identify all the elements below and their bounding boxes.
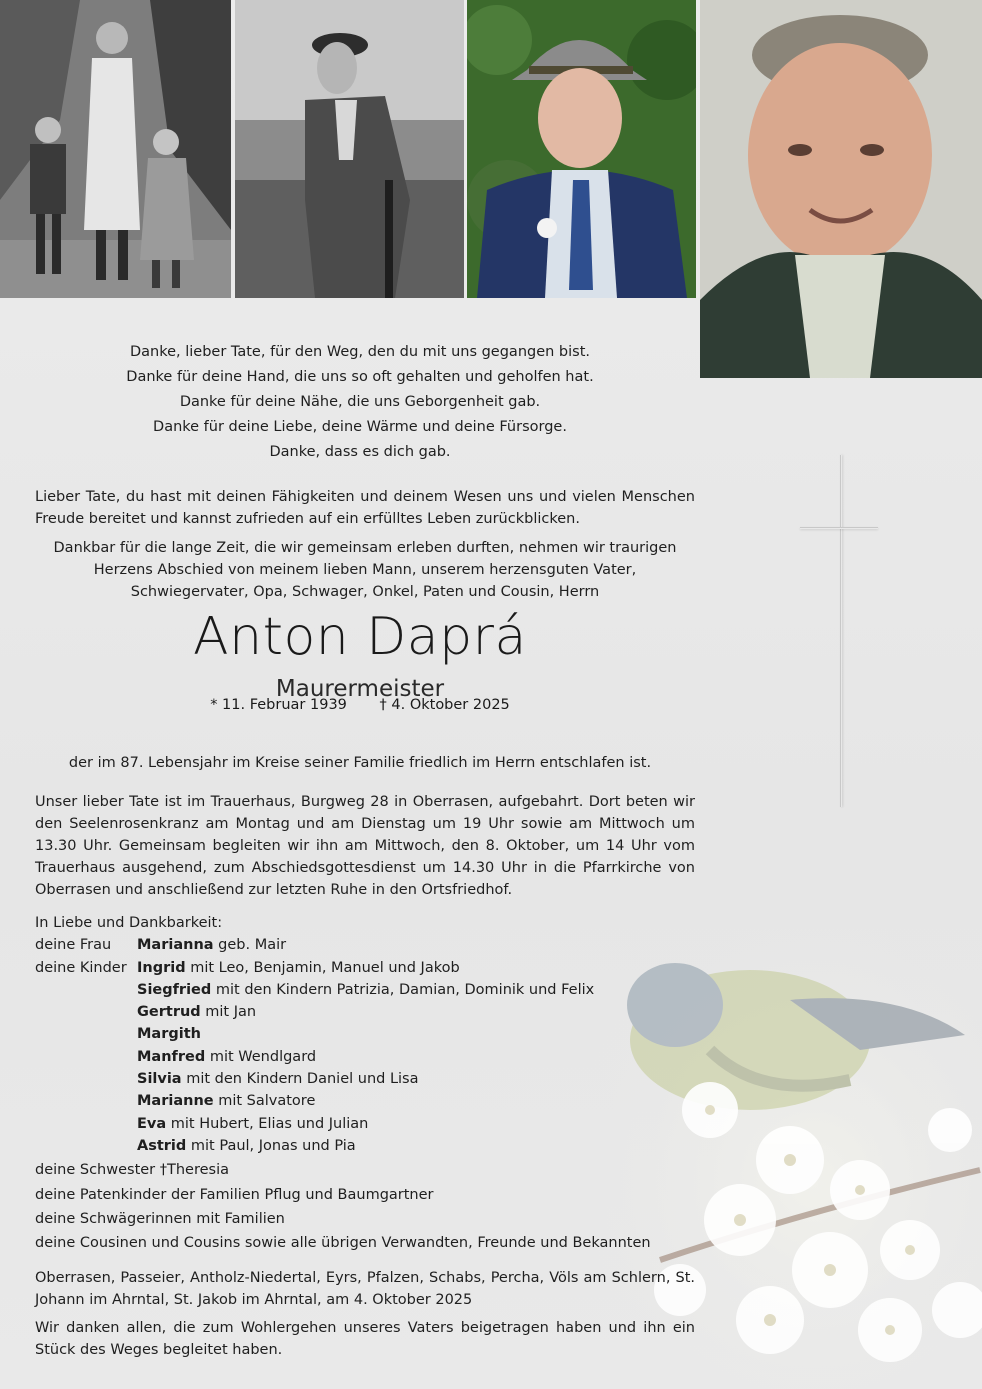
child-row: [35, 1090, 715, 1112]
profession: Maurermeister: [275, 676, 445, 702]
man-with-hat-photo: [467, 0, 696, 298]
child-detail: mit den Kindern Patrizia, Damian, Dominik und Felix: [211, 981, 595, 998]
farewell-line: Dankbar für die lange Zeit, die wir gemeinsam erleben durften, nehmen wir traurigen: [53, 540, 677, 556]
lebensjahr-line: der im 87. Lebensjahr im Kreise seiner Familie friedlich im Herrn entschlafen ist.: [68, 755, 652, 771]
young-man-photo: [235, 0, 464, 298]
child-row: [35, 1135, 715, 1157]
child-name: Astrid: [137, 1137, 187, 1154]
child-row: [35, 957, 715, 979]
family-heading: In Liebe und Dankbarkeit:: [35, 915, 223, 931]
intro-paragraph: Lieber Tate, du hast mit deinen Fähigkeiten und deinem Wesen uns und vielen Menschen Freude bereitet und kannst zufrieden auf ein erfülltes Leben zurückblicken.: [35, 489, 695, 527]
child-detail: mit Paul, Jonas und Pia: [186, 1137, 356, 1154]
wife-row: [35, 934, 715, 956]
farewell-line: Schwiegervater, Opa, Schwager, Onkel, Paten und Cousin, Herrn: [130, 584, 600, 600]
funeral-info: Unser lieber Tate ist im Trauerhaus, Burgweg 28 in Oberrasen, aufgebahrt. Dort beten wir den Seelenrosenkranz am Montag und am Dienstag um 19 Uhr sowie am Mittwoch um 13.30 Uhr. Gemeinsam begleiten wir ihn am Mittwoch, den 8. Oktober, um 14 Uhr vom Trauerhaus ausgehend, zum Abschiedsgottesdienst um 14.30 Uhr in die Pfarrkirche von Oberrasen und anschließend zur letzten Ruhe in den Ortsfriedhof.: [35, 794, 695, 898]
relative-row: deine Schwägerinnen mit Familien: [35, 1210, 285, 1227]
child-row: [35, 1113, 715, 1135]
child-detail: mit Wendlgard: [205, 1048, 317, 1065]
poem-line: Danke für deine Liebe, deine Wärme und deine Fürsorge.: [153, 419, 567, 435]
child-detail: mit Jan: [200, 1004, 257, 1021]
wife-rest: geb. Mair: [213, 937, 287, 954]
cross-icon: [800, 455, 880, 810]
deceased-name: Anton Daprá: [193, 607, 527, 667]
relative-row: deine Schwester †Theresia: [35, 1162, 230, 1179]
child-row: [35, 1068, 715, 1090]
poem-line: Danke, dass es dich gab.: [269, 444, 451, 460]
child-name: Gertrud: [137, 1004, 201, 1021]
child-name: Manfred: [137, 1048, 206, 1065]
child-detail: mit Hubert, Elias und Julian: [166, 1115, 369, 1132]
places-and-date: Oberrasen, Passeier, Antholz-Niedertal, Eyrs, Pfalzen, Schabs, Percha, Völs am Schlern, St. Johann im Ahrntal, St. Jakob im Ahrntal, am 4. Oktober 2025: [35, 1270, 695, 1308]
poem-line: Danke für deine Nähe, die uns Geborgenheit gab.: [179, 394, 541, 410]
relative-row: deine Cousinen und Cousins sowie alle übrigen Verwandten, Freunde und Bekannten: [35, 1235, 651, 1252]
child-name: Margith: [137, 1026, 201, 1043]
closing-thanks: Wir danken allen, die zum Wohlergehen unseres Vaters beigetragen haben und ihn ein Stück des Weges begleitet haben.: [35, 1320, 695, 1358]
child-row: [35, 1046, 715, 1068]
child-detail: mit Leo, Benjamin, Manuel und Jakob: [185, 959, 460, 976]
child-name: Silvia: [137, 1071, 182, 1088]
wife-name: Marianna: [137, 937, 214, 954]
child-name: Ingrid: [137, 959, 186, 976]
farewell-paragraph: [35, 537, 695, 603]
child-detail: mit Salvatore: [213, 1093, 316, 1110]
relative-row: deine Patenkinder der Familien Pflug und Baumgartner: [35, 1186, 434, 1203]
poem: [35, 340, 685, 465]
farewell-line: Herzens Abschied von meinem lieben Mann, unserem herzensguten Vater,: [93, 562, 637, 578]
poem-line: Danke, lieber Tate, für den Weg, den du mit uns gegangen bist.: [129, 344, 591, 360]
child-name: Siegfried: [137, 981, 212, 998]
child-row: [35, 979, 715, 1001]
child-row: [35, 1023, 715, 1045]
birth-date: * 11. Februar 1939: [210, 697, 347, 713]
portrait-photo: [700, 0, 982, 378]
death-date: † 4. Oktober 2025: [379, 697, 510, 713]
wife-label: deine Frau: [35, 937, 112, 954]
child-row: [35, 1001, 715, 1023]
child-detail: mit den Kindern Daniel und Lisa: [181, 1071, 419, 1088]
child-name: Eva: [137, 1115, 167, 1132]
children-label: deine Kinder: [35, 959, 127, 976]
child-name: Marianne: [137, 1093, 214, 1110]
poem-line: Danke für deine Hand, die uns so oft gehalten und geholfen hat.: [126, 369, 594, 385]
family-photo-black-white: [0, 0, 231, 298]
life-dates: [35, 694, 685, 716]
family-list: [35, 912, 715, 1254]
